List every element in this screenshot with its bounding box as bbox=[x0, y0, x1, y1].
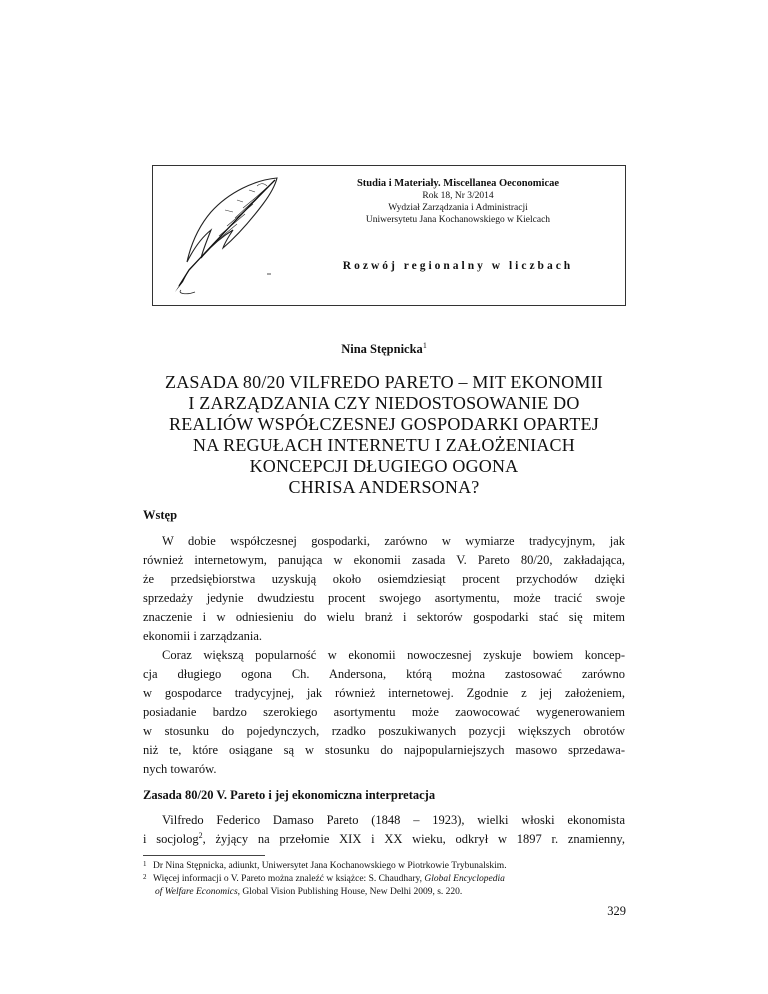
quill-pen-icon bbox=[167, 174, 287, 296]
footnote-text bbox=[153, 873, 625, 886]
section-heading-intro: Wstęp bbox=[143, 508, 178, 522]
text-line: znaczenie i w odniesieniu do wielu branż i sektorów gospodarki stać się mitem bbox=[143, 610, 625, 624]
title-line: NA REGUŁACH INTERNETU I ZAŁOŻENIACH bbox=[193, 435, 575, 455]
journal-university: Uniwersytetu Jana Kochanowskiego w Kielcach bbox=[365, 215, 551, 225]
author-name bbox=[0, 341, 768, 357]
title-line: ZASADA 80/20 VILFREDO PARETO – MIT EKONOMII bbox=[165, 372, 603, 392]
text-line: posiadanie bardzo szerokiego asortymentu może zaowocować wygenerowaniem bbox=[143, 705, 625, 719]
footnote-text bbox=[153, 886, 625, 899]
journal-header-box bbox=[152, 165, 626, 306]
text-line: ekonomii i zarządzania. bbox=[143, 629, 263, 643]
paper-title bbox=[120, 372, 648, 498]
text-line: W dobie współczesnej gospodarki, zarówno w wymiarze tradycyjnym, jak bbox=[162, 534, 625, 548]
footnote-2 bbox=[143, 873, 625, 899]
text-line: nych towarów. bbox=[143, 762, 217, 776]
text-line: w gospodarce tradycyjnej, jak również internetowej. Zgodnie z jej założeniem, bbox=[143, 686, 625, 700]
footnote-ref-2: 2 bbox=[198, 830, 203, 840]
text-line: Vilfredo Federico Damaso Pareto (1848 – 1923), wielki włoski ekonomista bbox=[162, 813, 625, 827]
pareto-paragraph-1 bbox=[143, 811, 625, 849]
title-line: REALIÓW WSPÓŁCZESNEJ GOSPODARKI OPARTEJ bbox=[169, 414, 599, 434]
series-title: Rozwój regionalny w liczbach bbox=[342, 260, 574, 272]
book-title: of Welfare Economics bbox=[155, 887, 238, 897]
title-line: KONCEPCJI DŁUGIEGO OGONA bbox=[249, 456, 519, 476]
journal-title: Studia i Materiały. Miscellanea Oeconomicae bbox=[356, 178, 560, 189]
footnote-number: 1 bbox=[143, 860, 147, 868]
text-line: również internetowym, panująca w ekonomii zasada V. Pareto 80/20, zakładająca, bbox=[143, 553, 625, 567]
journal-faculty: Wydział Zarządzania i Administracji bbox=[388, 203, 528, 213]
text-line: Coraz większą popularność w ekonomii nowoczesnej zyskuje bowiem koncep- bbox=[162, 648, 625, 662]
author-footnote-ref: 1 bbox=[422, 341, 427, 350]
text-line: sprzedaży jedynie dwudziestu procent swojego asortymentu, może tracić swoje bbox=[143, 591, 625, 605]
journal-info bbox=[303, 177, 613, 226]
footnote-text: Dr Nina Stępnicka, adiunkt, Uniwersytet Jana Kochanowskiego w Piotrkowie Trybunalskim. bbox=[153, 861, 507, 871]
text-fragment: i socjolog bbox=[143, 832, 199, 846]
text-fragment: , żyjący na przełomie XIX i XX wieku, odkrył w 1897 r. znamienny, bbox=[202, 832, 625, 846]
page-number: 329 bbox=[607, 904, 626, 918]
text-line: niż te, które osiągane są w stosunku do najpopularniejszych masowo sprzedawa- bbox=[143, 743, 625, 757]
text-line bbox=[143, 830, 625, 849]
author-name-text: Nina Stępnicka bbox=[341, 342, 423, 357]
title-line: I ZARZĄDZANIA CZY NIEDOSTOSOWANIE DO bbox=[188, 393, 580, 413]
footnotes bbox=[143, 860, 625, 899]
book-title: Global Encyclopedia bbox=[424, 874, 505, 884]
intro-paragraph-2 bbox=[143, 646, 625, 779]
journal-issue: Rok 18, Nr 3/2014 bbox=[422, 191, 494, 201]
text-fragment: , Global Vision Publishing House, New Delhi 2009, s. 220. bbox=[237, 887, 463, 897]
text-fragment: Więcej informacji o V. Pareto można znaleźć w książce: S. Chaudhary, bbox=[153, 874, 425, 884]
section-heading-pareto: Zasada 80/20 V. Pareto i jej ekonomiczna interpretacja bbox=[143, 788, 436, 802]
text-line: w stosunku do pojedynczych, rzadko poszukiwanych pozycji większych obrotów bbox=[143, 724, 625, 738]
intro-paragraph-1 bbox=[143, 532, 625, 646]
text-line: cja długiego ogona Ch. Andersona, którą można zastosować zarówno bbox=[143, 667, 625, 681]
footnote-number: 2 bbox=[143, 873, 147, 881]
text-line: że przedsiębiorstwa uzyskują około osiemdziesiąt procent przychodów dzięki bbox=[143, 572, 625, 586]
title-line: CHRISA ANDERSONA? bbox=[288, 477, 480, 497]
footnote-separator bbox=[143, 855, 265, 856]
footnote-1 bbox=[143, 860, 625, 873]
